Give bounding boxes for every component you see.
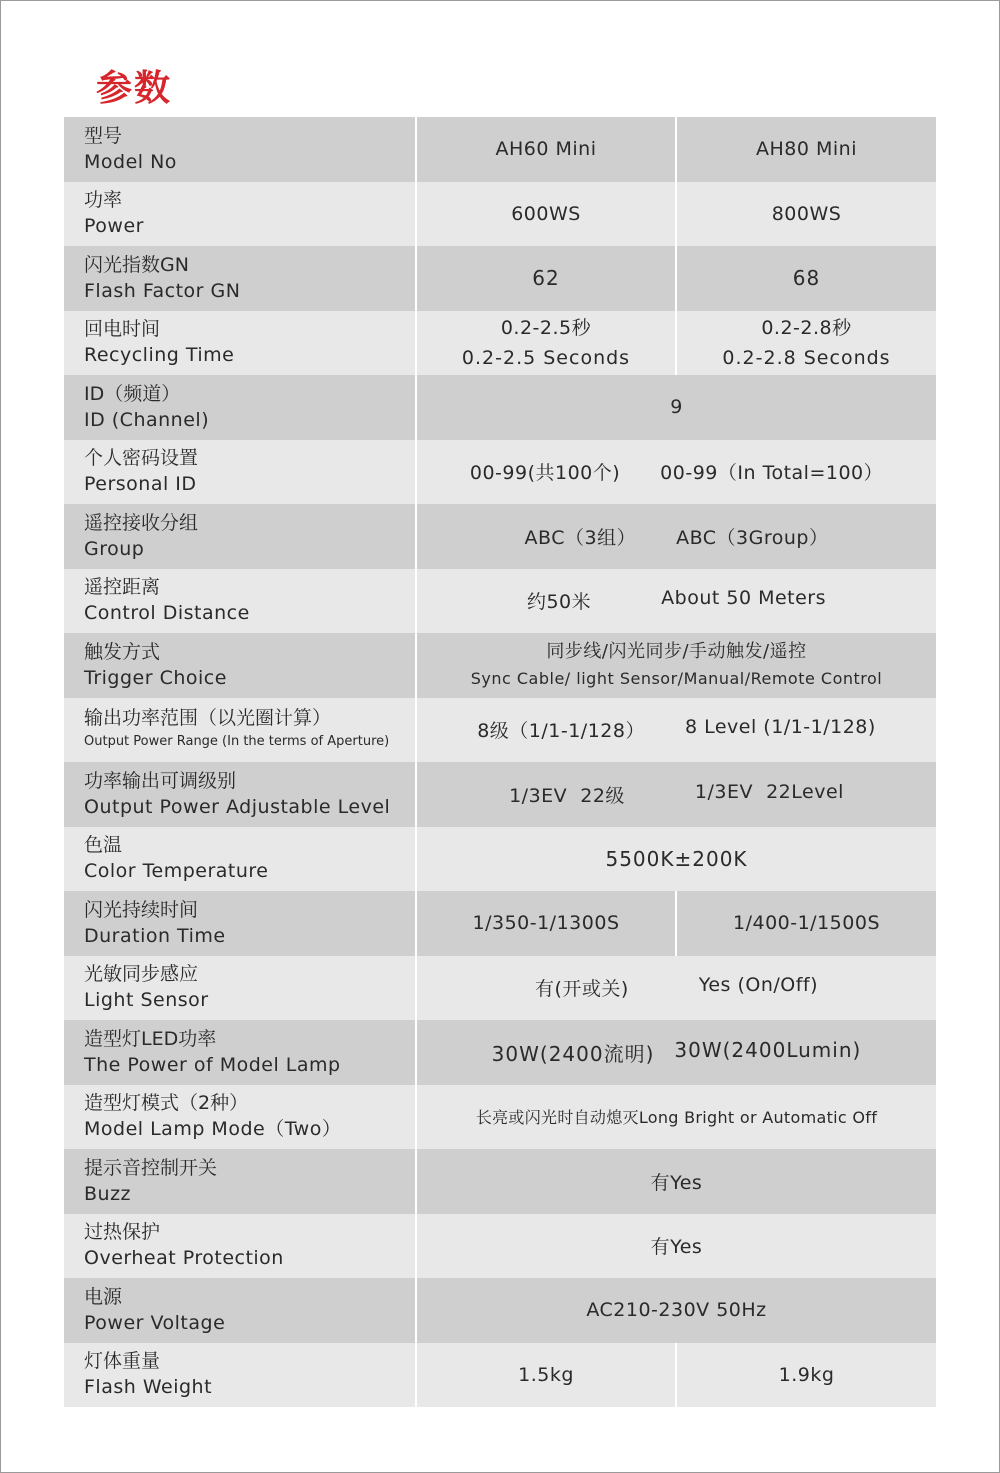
- row-label: [64, 246, 416, 311]
- value-shared: 5500K±200K: [416, 827, 936, 892]
- value-en: Sync Cable/ light Sensor/Manual/Remote Control: [470, 669, 883, 689]
- row-label: [64, 375, 416, 440]
- value-zh: 8级（1/1-1/128）: [477, 720, 645, 743]
- value-en: About 50 Meters: [661, 587, 827, 610]
- row-label: [64, 1149, 416, 1214]
- row-label: [64, 1085, 416, 1150]
- table-row: [64, 1214, 936, 1279]
- table-row: [64, 1085, 936, 1150]
- value-shared: 有Yes: [416, 1214, 936, 1279]
- row-label: [64, 1020, 416, 1085]
- table-row: [64, 246, 936, 311]
- value-zh: 00-99(共100个): [469, 462, 621, 485]
- value-shared: [416, 633, 936, 698]
- value-shared: [416, 569, 936, 634]
- value-ah80: 800WS: [676, 182, 936, 247]
- value-en: 8 Level (1/1-1/128): [684, 716, 876, 739]
- label-zh: 型号: [84, 124, 123, 147]
- label-zh: ID（频道）: [84, 382, 181, 405]
- label-zh: 过热保护: [84, 1221, 161, 1244]
- value-shared: 有Yes: [416, 1149, 936, 1214]
- label-zh: 功率输出可调级别: [84, 769, 237, 792]
- table-row: [64, 569, 936, 634]
- value-ah60: [416, 311, 676, 376]
- table-row: [64, 440, 936, 505]
- label-en: Power: [84, 215, 144, 238]
- label-zh: 造型灯LED功率: [84, 1027, 217, 1050]
- label-zh: 光敏同步感应: [84, 963, 199, 986]
- value-ah60: 1.5kg: [416, 1343, 676, 1408]
- label-en: The Power of Model Lamp: [84, 1053, 341, 1076]
- row-label: [64, 311, 416, 376]
- table-row: [64, 891, 936, 956]
- value-ah60: AH60 Mini: [416, 117, 676, 182]
- value-en: Yes (On/Off): [698, 974, 819, 997]
- value-shared: [416, 762, 936, 827]
- value-zh: 1/3EV 22级: [509, 784, 625, 807]
- value-en: ABC（3Group）: [676, 526, 829, 549]
- value-shared: [416, 1020, 936, 1085]
- table-row: [64, 504, 936, 569]
- label-en: Overheat Protection: [84, 1247, 284, 1270]
- label-en: Color Temperature: [84, 860, 269, 883]
- label-en: Model Lamp Mode（Two）: [84, 1118, 342, 1141]
- table-row: [64, 633, 936, 698]
- label-zh: 电源: [84, 1285, 123, 1308]
- value-shared: AC210-230V 50Hz: [416, 1278, 936, 1343]
- table-row: [64, 182, 936, 247]
- label-zh: 提示音控制开关: [84, 1156, 218, 1179]
- row-label: [64, 827, 416, 892]
- value-zh: 30W(2400流明): [491, 1041, 655, 1066]
- label-zh: 个人密码设置: [84, 447, 199, 470]
- row-label: [64, 1278, 416, 1343]
- value-line-en: 0.2-2.5 Seconds: [461, 346, 631, 369]
- table-row: [64, 375, 936, 440]
- label-en: Output Power Range (In the terms of Aperture): [84, 734, 390, 750]
- row-label: [64, 1343, 416, 1408]
- value-ah80: 1/400-1/1500S: [676, 891, 936, 956]
- label-zh: 功率: [84, 189, 123, 212]
- label-zh: 遥控距离: [84, 576, 161, 599]
- label-en: Buzz: [84, 1182, 132, 1205]
- value-shared: [416, 698, 936, 763]
- value-ah80: [676, 311, 936, 376]
- label-zh: 闪光指数GN: [84, 253, 189, 276]
- table-row: [64, 311, 936, 376]
- row-label: [64, 891, 416, 956]
- value-ah80: AH80 Mini: [676, 117, 936, 182]
- value-zh: 同步线/闪光同步/手动触发/遥控: [546, 641, 807, 663]
- table-row: [64, 1020, 936, 1085]
- table-row: [64, 1343, 936, 1408]
- specs-table: [64, 117, 936, 1407]
- label-en: Flash Factor GN: [84, 279, 241, 302]
- label-zh: 触发方式: [84, 640, 161, 663]
- label-en: Light Sensor: [84, 989, 209, 1012]
- label-en: Group: [84, 537, 145, 560]
- label-en: Power Voltage: [84, 1311, 226, 1334]
- value-ah80: 1.9kg: [676, 1343, 936, 1408]
- value-en: 00-99（In Total=100）: [660, 462, 884, 485]
- label-zh: 输出功率范围（以光圈计算）: [84, 707, 332, 730]
- label-en: Duration Time: [84, 924, 226, 947]
- value-shared: 长亮或闪光时自动熄灭Long Bright or Automatic Off: [416, 1085, 936, 1150]
- table-row: [64, 827, 936, 892]
- label-zh: 遥控接收分组: [84, 511, 199, 534]
- row-label: [64, 1214, 416, 1279]
- value-line-en: 0.2-2.8 Seconds: [722, 346, 891, 369]
- value-ah60: 1/350-1/1300S: [416, 891, 676, 956]
- value-ah60: 62: [416, 246, 676, 311]
- value-shared: [416, 504, 936, 569]
- value-en: 1/3EV 22Level: [694, 780, 844, 803]
- label-zh: 闪光持续时间: [84, 898, 199, 921]
- label-en: Personal ID: [84, 473, 197, 496]
- value-ah60: 600WS: [416, 182, 676, 247]
- value-zh: 有(开或关): [534, 978, 629, 1001]
- table-row: [64, 1149, 936, 1214]
- label-en: Recycling Time: [84, 344, 235, 367]
- row-label: [64, 633, 416, 698]
- value-zh: ABC（3组）: [524, 526, 637, 549]
- table-row: [64, 698, 936, 763]
- label-zh: 回电时间: [84, 318, 161, 341]
- table-row: [64, 1278, 936, 1343]
- page-title: 参数: [96, 68, 173, 109]
- label-en: Flash Weight: [84, 1376, 213, 1399]
- label-zh: 灯体重量: [84, 1350, 161, 1373]
- value-en: 30W(2400Lumin): [674, 1037, 862, 1062]
- value-shared: [416, 440, 936, 505]
- label-en: Output Power Adjustable Level: [84, 795, 391, 818]
- label-zh: 造型灯模式（2种）: [84, 1092, 249, 1115]
- label-en: Control Distance: [84, 602, 250, 625]
- label-en: Trigger Choice: [84, 666, 227, 689]
- row-label: [64, 569, 416, 634]
- label-zh: 色温: [84, 834, 123, 857]
- table-row: [64, 117, 936, 182]
- table-row: [64, 762, 936, 827]
- row-label: [64, 504, 416, 569]
- table-row: [64, 956, 936, 1021]
- row-label: [64, 698, 416, 763]
- value-line-zh: 0.2-2.5秒: [500, 316, 592, 339]
- row-label: [64, 956, 416, 1021]
- row-label: [64, 762, 416, 827]
- value-zh: 约50米: [526, 591, 592, 614]
- label-en: Model No: [84, 150, 177, 173]
- label-en: ID (Channel): [84, 408, 210, 431]
- value-shared: 9: [416, 375, 936, 440]
- value-ah80: 68: [676, 246, 936, 311]
- row-label: [64, 440, 416, 505]
- value-line-zh: 0.2-2.8秒: [761, 316, 852, 339]
- value-shared: [416, 956, 936, 1021]
- row-label: [64, 117, 416, 182]
- row-label: [64, 182, 416, 247]
